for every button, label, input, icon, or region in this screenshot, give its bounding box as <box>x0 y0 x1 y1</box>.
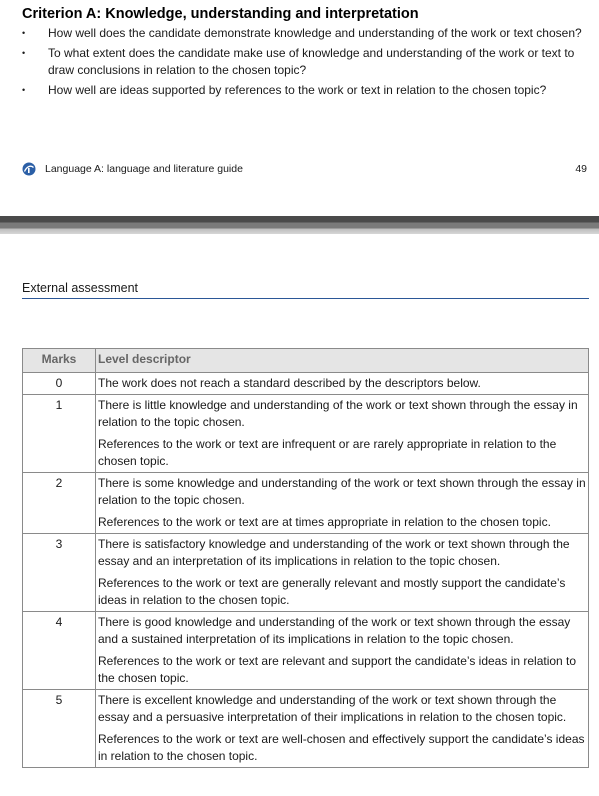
table-header-row <box>23 349 589 373</box>
mark-cell: 4 <box>23 612 96 690</box>
descriptor-cell <box>96 612 589 690</box>
mark-cell: 2 <box>23 473 96 534</box>
bullet-icon: • <box>22 28 26 38</box>
table-row <box>23 373 589 395</box>
table-row <box>23 690 589 768</box>
table-body <box>23 373 589 768</box>
descriptor-paragraph: References to the work or text are generally relevant and mostly support the candidate’s ideas in relation to the chosen topic. <box>98 576 566 607</box>
bullet-icon: • <box>22 48 26 58</box>
table-row <box>23 473 589 534</box>
table-row <box>23 612 589 690</box>
criterion-question: How well are ideas supported by references to the work or text in relation to the chosen topic? <box>48 83 547 97</box>
section-title: External assessment <box>22 281 139 295</box>
table-row <box>23 534 589 612</box>
page-number: 49 <box>575 163 587 175</box>
list-item <box>0 25 599 42</box>
table-row <box>23 395 589 473</box>
criterion-title: Criterion A: Knowledge, understanding and interpretation <box>22 6 419 22</box>
descriptor-cell <box>96 690 589 768</box>
descriptor-paragraph: There is satisfactory knowledge and understanding of the work or text shown through the essay and an interpretation of its implications in relation to the topic chosen. <box>98 537 570 568</box>
marks-column-header: Marks <box>23 349 96 373</box>
descriptor-paragraph: References to the work or text are infrequent or are rarely appropriate in relation to the chosen topic. <box>98 437 557 468</box>
list-item <box>0 82 599 99</box>
page-separator <box>0 216 599 234</box>
descriptor-paragraph: There is little knowledge and understanding of the work or text shown through the essay in relation to the topic chosen. <box>98 398 578 429</box>
descriptor-paragraph: There is good knowledge and understanding of the work or text shown through the essay and a sustained interpretation of its implications in relation to the topic chosen. <box>98 615 571 646</box>
level-descriptor-table <box>22 348 589 768</box>
descriptor-paragraph: There is some knowledge and understanding of the work or text shown through the essay in relation to the topic chosen. <box>98 476 586 507</box>
mark-cell: 0 <box>23 373 96 395</box>
criterion-question: To what extent does the candidate make use of knowledge and understanding of the work or text to draw conclusions in relation to the chosen topic? <box>48 46 575 77</box>
criterion-question: How well does the candidate demonstrate knowledge and understanding of the work or text chosen? <box>48 26 582 40</box>
guide-title: Language A: language and literature guide <box>45 163 243 175</box>
descriptor-paragraph: The work does not reach a standard described by the descriptors below. <box>98 376 481 390</box>
mark-cell: 3 <box>23 534 96 612</box>
mark-cell: 5 <box>23 690 96 768</box>
descriptor-cell <box>96 473 589 534</box>
list-item <box>0 45 599 79</box>
descriptor-cell <box>96 373 589 395</box>
descriptor-cell <box>96 534 589 612</box>
mark-cell: 1 <box>23 395 96 473</box>
descriptor-paragraph: References to the work or text are relevant and support the candidate’s ideas in relation to the chosen topic. <box>98 654 577 685</box>
ib-logo-icon <box>22 162 36 176</box>
descriptor-paragraph: References to the work or text are well-chosen and effectively support the candidate’s ideas in relation to the chosen topic. <box>98 732 585 763</box>
section-divider <box>22 298 589 299</box>
criterion-question-list <box>0 25 599 102</box>
bullet-icon: • <box>22 85 26 95</box>
descriptor-cell <box>96 395 589 473</box>
descriptor-paragraph: References to the work or text are at times appropriate in relation to the chosen topic. <box>98 515 551 529</box>
page-footer <box>22 160 587 178</box>
descriptor-paragraph: There is excellent knowledge and understanding of the work or text shown through the essay and a persuasive interpretation of their implications in relation to the chosen topic. <box>98 693 567 724</box>
descriptor-column-header: Level descriptor <box>96 349 589 373</box>
